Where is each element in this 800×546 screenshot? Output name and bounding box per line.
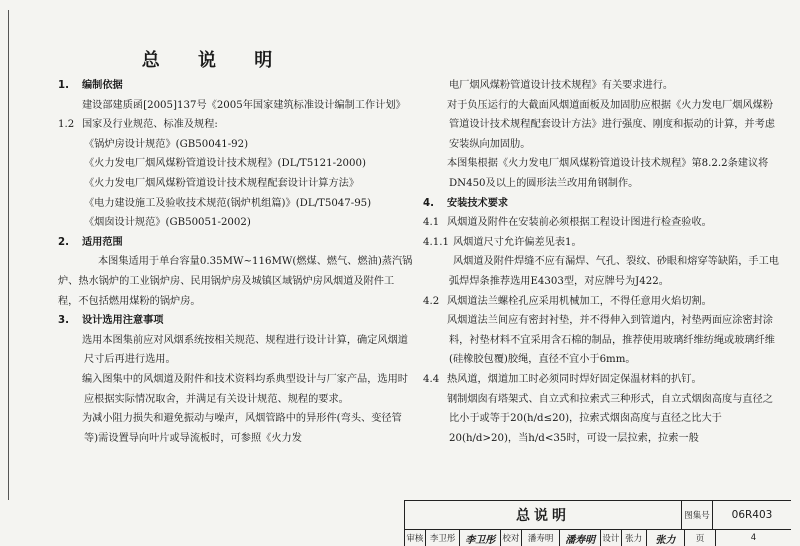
list-item: 4.1 风烟道及附件在安装前必须根据工程设计图进行检查验收。 bbox=[423, 217, 712, 229]
reviewer-name: 李卫彤 bbox=[426, 530, 461, 546]
right-column bbox=[423, 76, 783, 448]
page-title: 总 说 明 bbox=[141, 50, 289, 71]
designer-name: 张力 bbox=[622, 530, 647, 546]
list-item: 风烟道及附件焊缝不应有漏焊、气孔、裂纹、砂眼和熔穿等缺陷，手工电弧焊焊条推荐选用E4303型，对应牌号为J422。 bbox=[449, 256, 779, 287]
list-item: 1.2 国家及行业规范、标准及规程: bbox=[58, 119, 218, 131]
list-item: 钢制烟囱有塔架式、自立式和拉索式三种形式，自立式烟囱高度与直径之比小于或等于20(h/d≤20)，拉索式烟囱高度与直径之比大于20(h/d>20)，当h/d<35时，可设一层拉索，拉索一般 bbox=[447, 393, 773, 444]
list-item: 本图集根据《火力发电厂烟风煤粉管道设计技术规程》第8.2.2条建议将DN450及以上的圆形法兰改用角钢制作。 bbox=[447, 158, 769, 189]
title-block bbox=[404, 500, 791, 546]
standard-ref: 《火力发电厂烟风煤粉管道设计技术规程》(DL/T5121-2000) bbox=[84, 158, 366, 170]
list-item: 4.4 热风道，烟道加工时必须同时焊好固定保温材料的扒钉。 bbox=[423, 373, 702, 385]
checker-signature: 潘寿明 bbox=[560, 530, 601, 546]
list-item: 建设部建质函[2005]137号《2005年国家建筑标准设计编制工作计划》 bbox=[82, 99, 406, 111]
section-heading: 2. 适用范围 bbox=[58, 236, 123, 248]
standard-ref: 《烟囱设计规范》(GB50051-2002) bbox=[84, 217, 251, 229]
list-item: 选用本图集前应对风烟系统按相关规范、规程进行设计计算，确定风烟道尺寸后再进行选用。 bbox=[82, 334, 408, 366]
list-item: 对于负压运行的大截面风烟道面板及加固肋应根据《火力发电厂烟风煤粉管道设计技术规程配套设计方法》进行强度、刚度和振动的计算，并考虑安装纵向加固肋。 bbox=[447, 99, 775, 150]
drawing-title: 总说明 bbox=[405, 501, 682, 530]
check-label: 校对 bbox=[501, 530, 522, 546]
checker-name: 潘寿明 bbox=[522, 530, 561, 546]
review-label: 审核 bbox=[405, 530, 426, 546]
list-item: 编入图集中的风烟道及附件和技术资料均系典型设计与厂家产品，选用时应根据实际情况取舍，并满足有关设计规范、规程的要求。 bbox=[82, 373, 408, 405]
list-item: 4.2 风烟道法兰螺栓孔应采用机械加工，不得任意用火焰切割。 bbox=[423, 295, 712, 307]
left-column bbox=[58, 76, 413, 448]
list-item: 4.1.1 风烟道尺寸允许偏差见表1。 bbox=[423, 236, 582, 248]
section-heading: 4. 安装技术要求 bbox=[423, 197, 509, 209]
designer-signature: 张力 bbox=[647, 530, 686, 546]
list-item: 为减小阻力损失和避免振动与噪声，风烟管路中的异形件(弯头、变径管等)需设置导向叶片或导流板时，可参照《火力发 bbox=[82, 413, 402, 444]
atlas-no: 06R403 bbox=[713, 501, 791, 530]
paragraph: 本图集适用于单台容量0.35MW~116MW(燃煤、燃气、燃油)蒸汽锅炉、热水锅炉的工业锅炉房、民用锅炉房及城镇区域锅炉房风烟道及附件工程，不包括燃用煤粉的锅炉房。 bbox=[58, 256, 413, 307]
signature-row bbox=[405, 530, 791, 546]
continued-text: 电厂烟风煤粉管道设计技术规程》有关要求进行。 bbox=[449, 80, 674, 91]
section-heading: 1. 编制依据 bbox=[58, 80, 123, 91]
page-number: 4 bbox=[750, 533, 757, 543]
sheet-border-left bbox=[8, 10, 9, 500]
reviewer-signature: 李卫彤 bbox=[460, 530, 501, 546]
list-item: 风烟道法兰间应有密封衬垫，并不得伸入到管道内，衬垫两面应涂密封涂料，衬垫材料不宜采用含石棉的制品，推荐使用玻璃纤维纺绳或玻璃纤维(硅橡胶包覆)胶绳，直径不宜小于6mm。 bbox=[447, 315, 775, 366]
design-label: 设计 bbox=[601, 530, 622, 546]
standard-ref: 《锅炉房设计规范》(GB50041-92) bbox=[84, 138, 249, 150]
atlas-no-label: 图集号 bbox=[682, 501, 713, 530]
page-label: 页 bbox=[685, 530, 716, 546]
standard-ref: 《火力发电厂烟风煤粉管道设计技术规程配套设计计算方法》 bbox=[84, 177, 360, 189]
section-heading: 3. 设计选用注意事项 bbox=[58, 315, 164, 327]
standard-ref: 《电力建设施工及验收技术规范(锅炉机组篇)》(DL/T5047-95) bbox=[84, 197, 372, 209]
